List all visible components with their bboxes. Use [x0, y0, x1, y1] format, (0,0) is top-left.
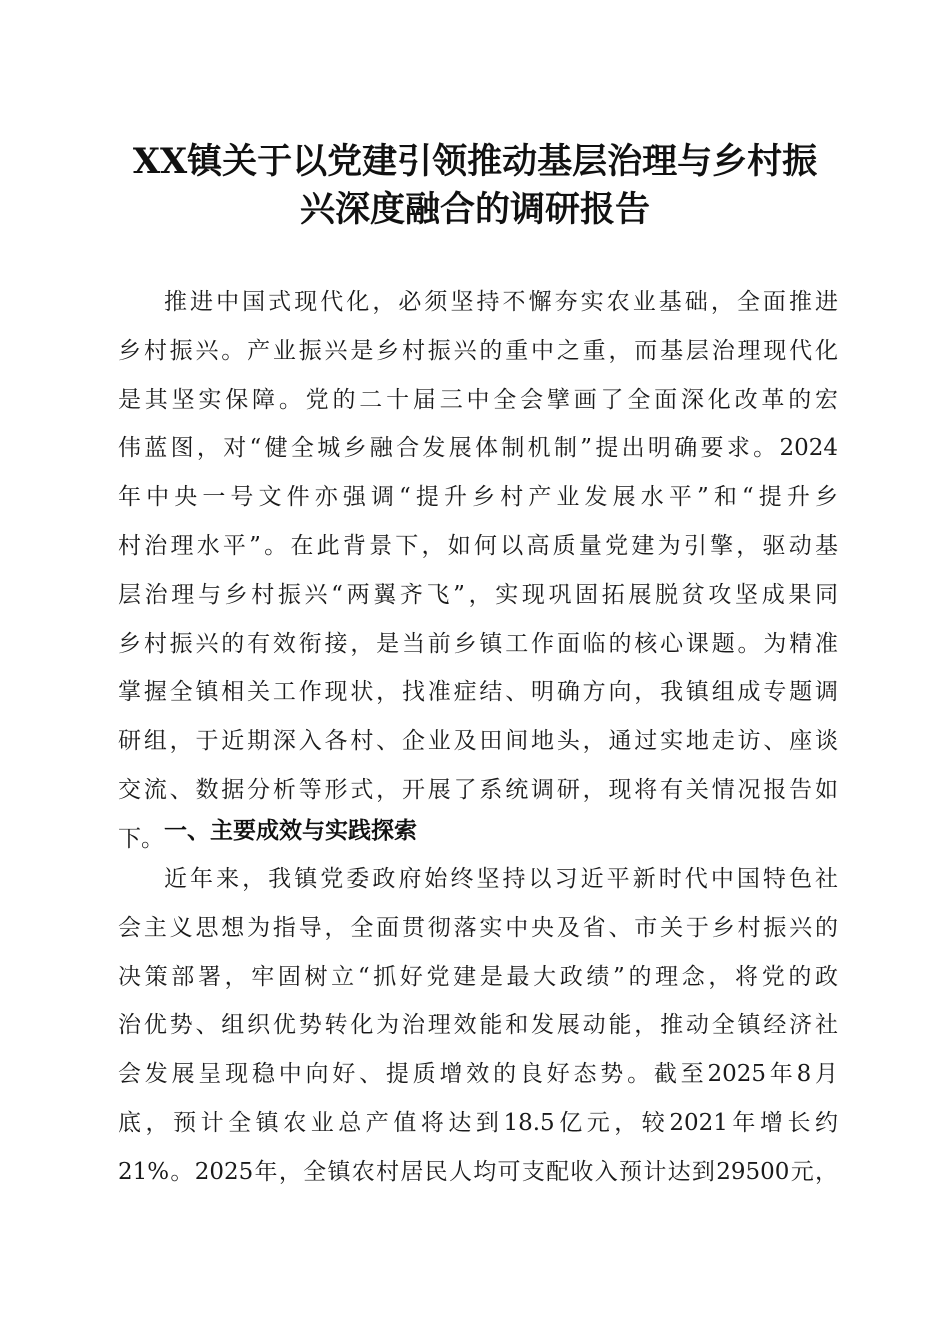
achievements-paragraph [118, 855, 838, 1197]
paragraph-line: 掌握全镇相关工作现状，找准症结、明确方向，我镇组成专题调 [118, 679, 838, 706]
section-heading: 一、主要成效与实践探索 [164, 818, 417, 844]
paragraph-line: 会主义思想为指导，全面贯彻落实中央及省、市关于乡村振兴的 [118, 914, 838, 941]
title-line: XX镇关于以党建引领推动基层治理与乡村振 [132, 141, 818, 182]
intro-paragraph [118, 278, 838, 864]
paragraph-line: 层治理与乡村振兴“两翼齐飞”，实现巩固拓展脱贫攻坚成果同 [118, 581, 838, 608]
paragraph-line: 会发展呈现稳中向好、提质增效的良好态势。截至2025年8月 [118, 1061, 838, 1088]
title-line: 兴深度融合的调研报告 [299, 189, 650, 230]
paragraph-line: 推进中国式现代化，必须坚持不懈夯实农业基础，全面推进 [164, 289, 838, 315]
paragraph-line: 乡村振兴。产业振兴是乡村振兴的重中之重，而基层治理现代化 [118, 337, 838, 364]
paragraph-line: 下。 [118, 825, 164, 852]
paragraph-line: 21%。2025年，全镇农村居民人均可支配收入预计达到29500元， [118, 1158, 838, 1185]
paragraph-line: 伟蓝图，对“健全城乡融合发展体制机制”提出明确要求。2024 [118, 435, 838, 462]
paragraph-line: 治优势、组织优势转化为治理效能和发展动能，推动全镇经济社 [118, 1012, 838, 1039]
paragraph-line: 村治理水平”。在此背景下，如何以高质量党建为引擎，驱动基 [118, 532, 838, 559]
paragraph-line: 乡村振兴的有效衔接，是当前乡镇工作面临的核心课题。为精准 [118, 630, 838, 657]
paragraph-line: 研组，于近期深入各村、企业及田间地头，通过实地走访、座谈 [118, 728, 838, 755]
paragraph-line: 近年来，我镇党委政府始终坚持以习近平新时代中国特色社 [164, 866, 838, 892]
document-title [110, 138, 840, 234]
paragraph-line: 年中央一号文件亦强调“提升乡村产业发展水平”和“提升乡 [118, 484, 838, 511]
paragraph-line: 是其坚实保障。党的二十届三中全会擘画了全面深化改革的宏 [118, 386, 838, 413]
paragraph-line: 决策部署，牢固树立“抓好党建是最大政绩”的理念，将党的政 [118, 963, 838, 990]
paragraph-line: 底，预计全镇农业总产值将达到18.5亿元，较2021年增长约 [118, 1109, 838, 1136]
paragraph-line: 交流、数据分析等形式，开展了系统调研，现将有关情况报告如 [118, 776, 838, 803]
